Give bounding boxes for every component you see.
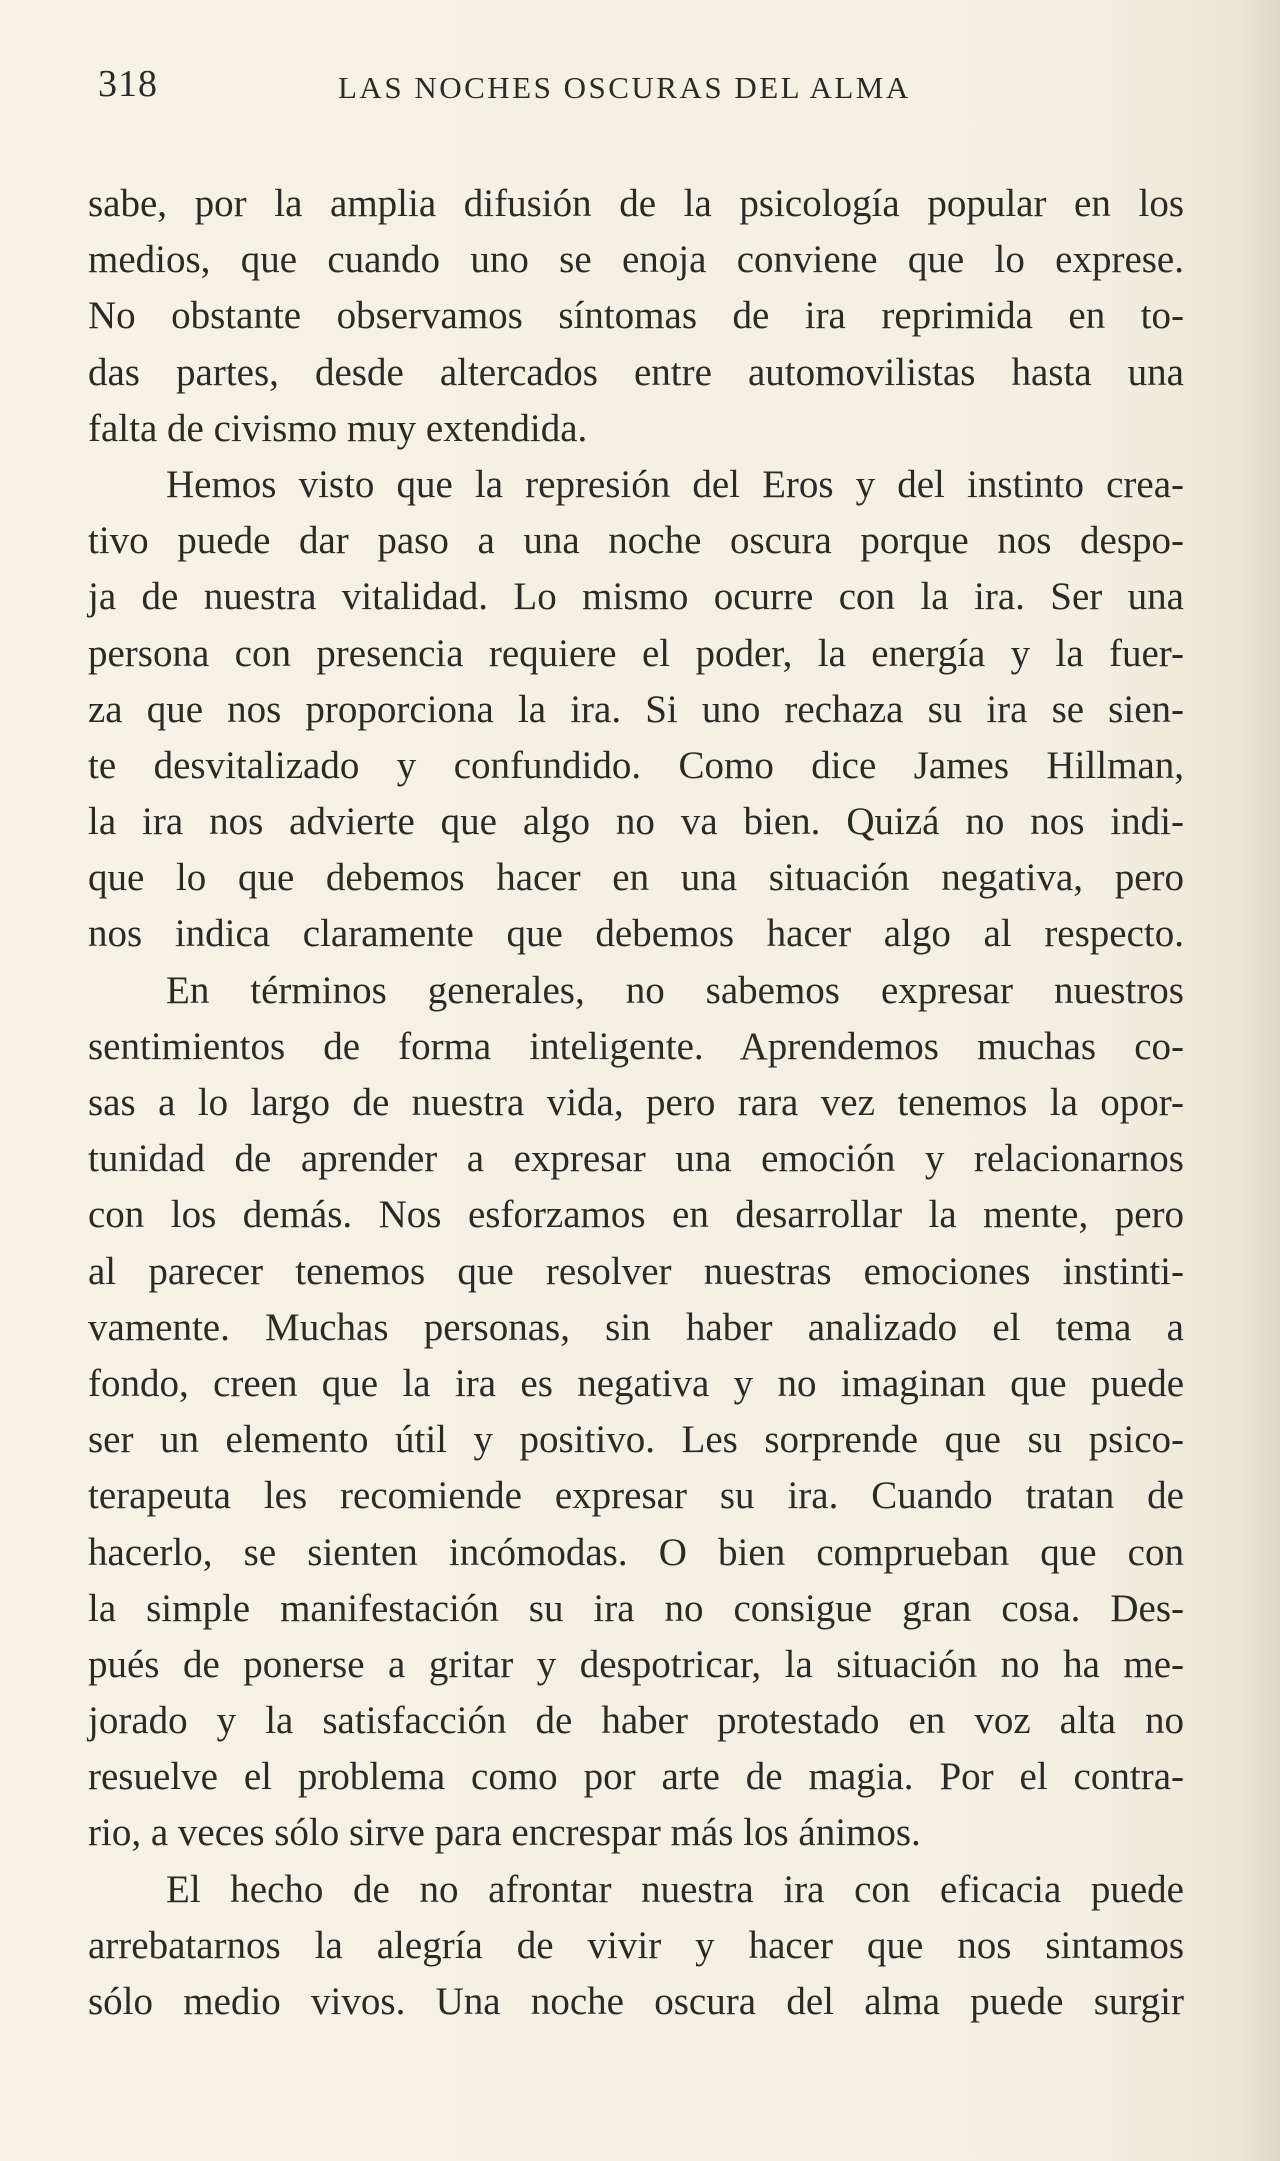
text-line: la ira nos advierte que algo no va bien. Quizá no nos indi- [88,800,1184,844]
text-line: tivo puede dar paso a una noche oscura porque nos despo- [88,519,1184,563]
body-text [88,176,1184,2030]
text-line: vamente. Muchas personas, sin haber analizado el tema a [88,1305,1184,1349]
text-line: sas a lo largo de nuestra vida, pero rara vez tenemos la opor- [88,1081,1184,1124]
text-line: terapeuta les recomiende expresar su ira. Cuando tratan de [88,1474,1184,1518]
text-line: En términos generales, no sabemos expresar nuestros [166,968,1184,1012]
text-line: arrebatarnos la alegría de vivir y hacer que nos sintamos [88,1923,1184,1967]
text-line: sentimientos de forma inteligente. Aprendemos muchas co- [88,1024,1184,1068]
text-line: falta de civismo muy extendida. [88,406,588,450]
text-line: medios, que cuando uno se enoja conviene que lo exprese. [88,238,1184,282]
running-title: LAS NOCHES OSCURAS DEL ALMA [338,70,911,105]
text-line: fondo, creen que la ira es negativa y no imaginan que puede [88,1361,1184,1405]
text-line: al parecer tenemos que resolver nuestras emociones instinti- [88,1249,1184,1293]
page-number: 318 [98,63,158,105]
text-line: hacerlo, se sienten incómodas. O bien comprueban que con [88,1530,1184,1574]
text-line: pués de ponerse a gritar y despotricar, la situación no ha me- [88,1642,1184,1686]
text-line: El hecho de no afrontar nuestra ira con eficacia puede [166,1867,1184,1911]
text-line: Hemos visto que la represión del Eros y del instinto crea- [166,462,1184,506]
text-line: tunidad de aprender a expresar una emoción y relacionarnos [88,1137,1184,1181]
text-line: za que nos proporciona la ira. Si uno rechaza su ira se sien- [88,687,1184,731]
text-line: ser un elemento útil y positivo. Les sorprende que su psico- [88,1418,1184,1462]
text-line: resuelve el problema como por arte de magia. Por el contra- [88,1755,1184,1799]
text-line: con los demás. Nos esforzamos en desarrollar la mente, pero [88,1193,1184,1237]
text-line: ja de nuestra vitalidad. Lo mismo ocurre con la ira. Ser una [88,575,1184,619]
text-line: persona con presencia requiere el poder, la energía y la fuer- [88,631,1184,675]
running-head [98,62,1188,112]
text-line: te desvitalizado y confundido. Como dice James Hillman, [88,743,1184,787]
text-line: rio, a veces sólo sirve para encrespar más los ánimos. [88,1811,921,1855]
text-line: No obstante observamos síntomas de ira reprimida en to- [88,294,1184,338]
text-line: sabe, por la amplia difusión de la psicología popular en los [88,182,1184,225]
text-line: la simple manifestación su ira no consigue gran cosa. Des- [88,1586,1184,1630]
text-line: das partes, desde altercados entre automovilistas hasta una [88,350,1184,394]
text-line: sólo medio vivos. Una noche oscura del alma puede surgir [88,1980,1184,2023]
text-line: jorado y la satisfacción de haber protestado en voz alta no [88,1699,1184,1743]
text-line: nos indica claramente que debemos hacer algo al respecto. [88,912,1184,956]
text-line: que lo que debemos hacer en una situación negativa, pero [88,856,1184,900]
